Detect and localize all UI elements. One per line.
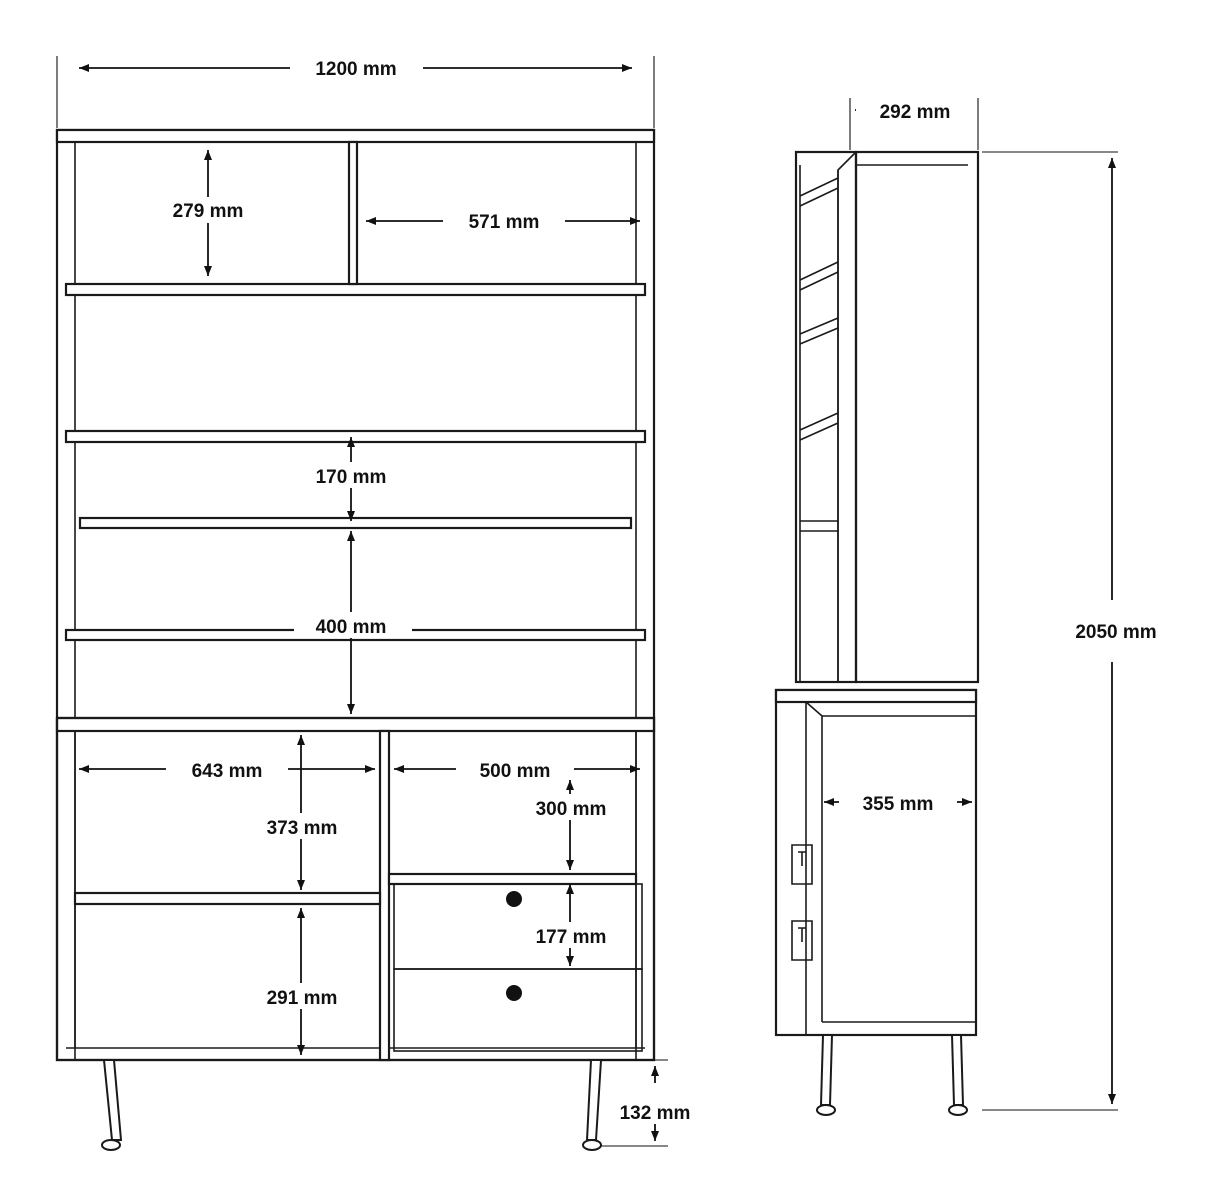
drawer-knob-2 [506, 985, 522, 1001]
side-view-dimensions [824, 97, 1157, 1110]
front-view-dimensions [57, 53, 690, 1146]
dim-373: 373 mm [266, 818, 338, 839]
side-legs [817, 1035, 967, 1115]
dim-571: 571 mm [468, 212, 540, 233]
dim-355: 355 mm [862, 794, 934, 815]
side-view [776, 152, 978, 1115]
dim-292: 292 mm [879, 102, 951, 123]
front-legs [102, 1060, 601, 1150]
dim-2050: 2050 mm [1075, 622, 1157, 643]
drawer-knob-1 [506, 891, 522, 907]
dim-132: 132 mm [619, 1103, 691, 1124]
dim-177: 177 mm [535, 927, 607, 948]
dim-300: 300 mm [535, 799, 607, 820]
dim-400: 400 mm [315, 617, 387, 638]
dim-291: 291 mm [266, 988, 338, 1009]
dim-643: 643 mm [191, 761, 263, 782]
dim-170: 170 mm [315, 467, 387, 488]
dim-1200: 1200 mm [315, 59, 397, 80]
dim-279: 279 mm [172, 201, 244, 222]
dim-500: 500 mm [479, 761, 551, 782]
